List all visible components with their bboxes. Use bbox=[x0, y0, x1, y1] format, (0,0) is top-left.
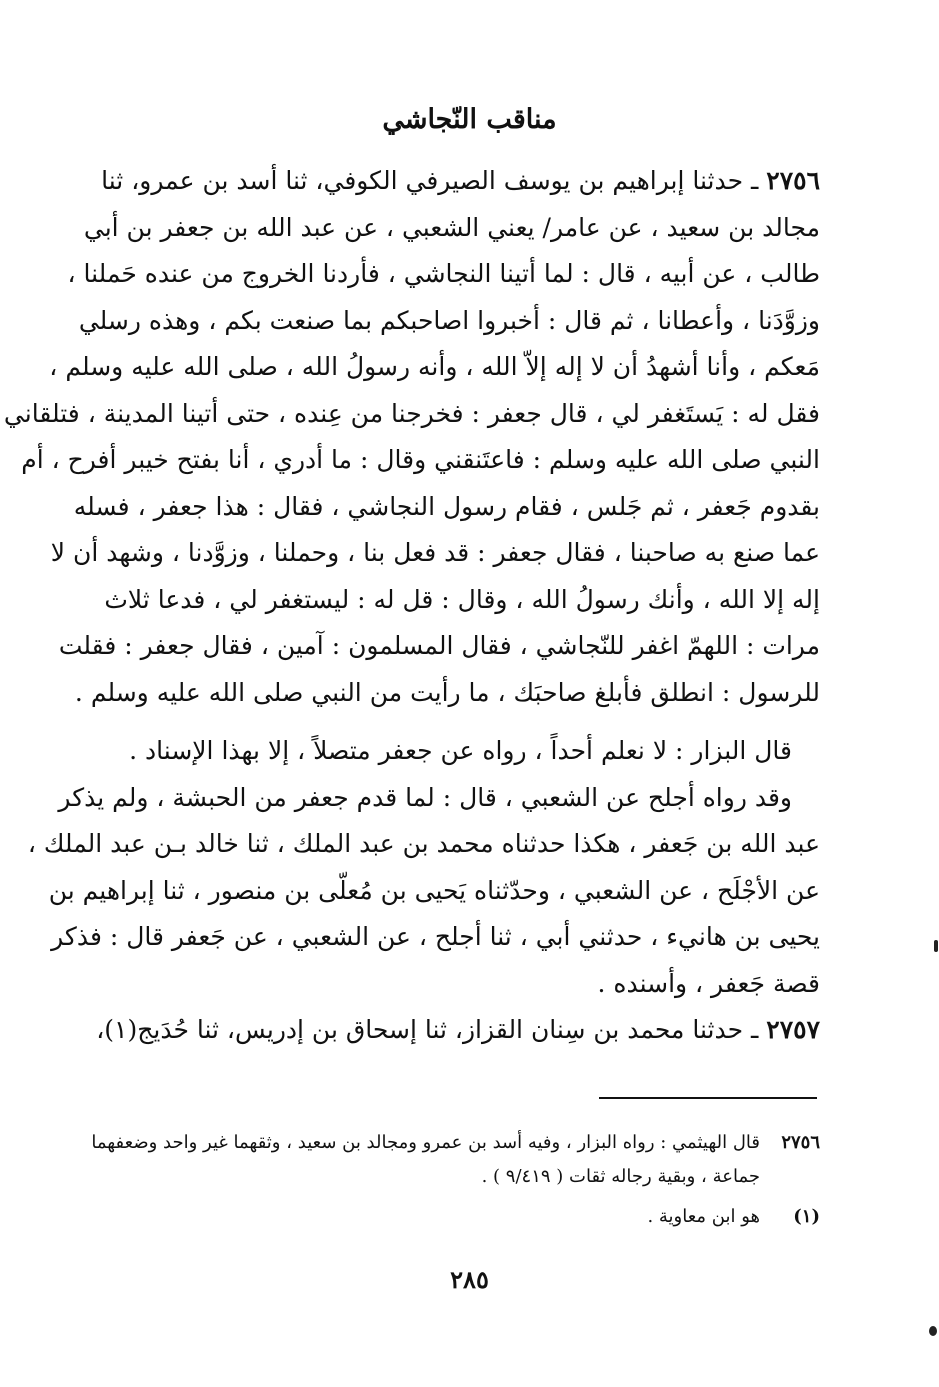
main-text bbox=[3, 158, 820, 1054]
bazzar-note-line: قصة جَعفر ، وأسنده . bbox=[597, 968, 820, 998]
footnotes bbox=[91, 1126, 820, 1234]
footnote-item bbox=[160, 1200, 820, 1234]
bazzar-note-line: قال البزار : لا نعلم أحداً ، رواه عن جعفر متصلاً ، إلا بهذا الإسناد . bbox=[129, 736, 792, 765]
hadith-2756-line: النبي صلى الله عليه وسلم : فاعتَنقني وقال : ما أدري ، أنا بفتح خيبر أفرح ، أم bbox=[21, 445, 820, 474]
bazzar-note-line: عن الأجْلَح ، عن الشعبي ، وحدّثناه يَحيى بن مُعلّى بن منصور ، ثنا إبراهيم بن bbox=[48, 875, 820, 905]
bazzar-note-line: يحيى بن هانيء ، حدثني أبي ، ثنا أجلح ، عن الشعبي ، عن جَعفر قال : فذكر bbox=[51, 922, 820, 951]
scan-speck bbox=[934, 940, 938, 952]
footnote-marker: ٢٧٥٦ bbox=[781, 1132, 820, 1153]
hadith-2756-line: مَعكم ، وأنا أشهدُ أن لا إله إلاّ الله ، وأنه رسولُ الله ، صلى الله عليه وسلم ، bbox=[49, 352, 820, 381]
footnote-continuation: جماعة ، وبقية رجاله ثقات ( ٩/٤١٩ ) . bbox=[481, 1166, 760, 1187]
footnote-item bbox=[91, 1126, 820, 1160]
hadith-2756-line: عما صنع به صاحبنا ، فقال جعفر : قد فعل بنا ، وحملنا ، وزوَّدنا ، وشهد أن لا bbox=[50, 538, 820, 567]
hadith-2756-line: بقدوم جَعفر ، ثم جَلس ، فقام رسول النجاشي ، فقال : هذا جعفر ، فسله bbox=[73, 491, 820, 521]
bazzar-note-line: عبد الله بن جَعفر ، هكذا حدثناه محمد بن عبد الملك ، ثنا خالد بـن عبد الملك ، bbox=[27, 829, 820, 858]
footnote-marker: (١) bbox=[793, 1206, 820, 1227]
footnote-text: هو ابن معاوية . bbox=[647, 1206, 760, 1227]
bazzar-note-line: وقد رواه أجلح عن الشعبي ، قال : لما قدم جعفر من الحبشة ، ولم يذكر bbox=[58, 782, 792, 812]
hadith-2756-line: إله إلا الله ، وأنك رسولُ الله ، وقال : قل له : ليستغفر لي ، فدعا ثلاث bbox=[104, 584, 820, 614]
scan-speck bbox=[929, 1326, 937, 1336]
footnote-text: قال الهيثمي : رواه البزار ، وفيه أسد بن عمرو ومجالد بن سعيد ، وثقهما غير واحد وضعفهما bbox=[91, 1132, 760, 1153]
hadith-2756-line-1: ٢٧٥٦ ـ حدثنا إبراهيم بن يوسف الصيرفي الكوفي، ثنا أسد بن عمرو، ثنا bbox=[101, 166, 820, 195]
hadith-2756-line: فقل له : يَستَغفر لي ، قال جعفر : فخرجنا من عِنده ، حتى أتينا المدينة ، فتلقاني bbox=[3, 398, 820, 428]
hadith-2757-line: ٢٧٥٧ ـ حدثنا محمد بن سِنان القزاز، ثنا إسحاق بن إدريس، ثنا حُدَيج(١)، bbox=[96, 1015, 820, 1044]
hadith-2756-line: وزوَّدَنا ، وأعطانا ، ثم قال : أخبروا اصاحبكم بما صنعت بكم ، وهذه رسلي bbox=[78, 305, 820, 335]
hadith-2756-line: للرسول : انطلق فأبلغ صاحبَك ، ما رأيت من النبي صلى الله عليه وسلم . bbox=[74, 677, 820, 707]
hadith-2756-line: مرات : اللهمّ اغفر للنّجاشي ، فقال المسلمون : آمين ، فقال جعفر : فقلت bbox=[58, 631, 820, 660]
page-number: ٢٨٥ bbox=[450, 1265, 489, 1294]
hadith-2756-line: طالب ، عن أبيه ، قال : لما أتينا النجاشي ، فأردنا الخروج من عنده حَملنا ، bbox=[67, 259, 820, 288]
hadith-2756-line: مجالد بن سعيد ، عن عامر/ يعني الشعبي ، عن عبد الله بن جعفر بن أبي bbox=[83, 212, 820, 242]
page-title: مناقب النّجاشي bbox=[382, 104, 557, 135]
hadith-number: ٢٧٥٦ bbox=[766, 166, 820, 195]
footnote-separator bbox=[599, 1097, 817, 1099]
hadith-number: ٢٧٥٧ bbox=[766, 1015, 820, 1044]
